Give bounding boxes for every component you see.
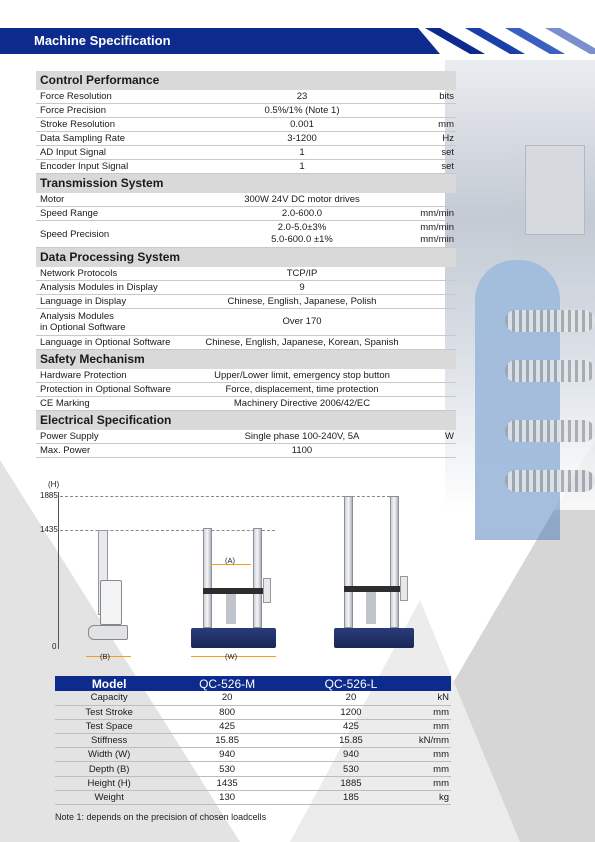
- table-cell: Depth (B): [55, 762, 163, 776]
- spec-row: [36, 146, 456, 160]
- spec-label: [40, 282, 195, 293]
- table-cell: Test Space: [55, 719, 163, 733]
- spec-label-text: Hardware Protection: [40, 370, 127, 381]
- spec-row: [36, 295, 456, 309]
- spec-value-text: Machinery Directive 2006/42/EC: [233, 397, 371, 409]
- spec-value: [195, 194, 409, 206]
- spec-value: [195, 296, 409, 308]
- spec-value: [195, 91, 409, 103]
- spec-value: [195, 384, 409, 396]
- table-row: [55, 790, 451, 804]
- footnote: Note 1: depends on the precision of chosen loadcells: [55, 812, 267, 822]
- table-cell: 1885: [291, 776, 411, 790]
- spec-value-text: Chinese, English, Japanese, Korean, Spanish: [205, 336, 399, 348]
- spec-label: [40, 431, 195, 442]
- height-axis: [58, 492, 59, 649]
- table-cell: 530: [291, 762, 411, 776]
- spec-label: [40, 311, 195, 333]
- spec-label-text: Power Supply: [40, 431, 99, 442]
- table-cell: 530: [163, 762, 291, 776]
- spec-label-text: Language in Optional Software: [40, 337, 171, 348]
- spec-row: [36, 369, 456, 383]
- table-cell: 20: [291, 691, 411, 705]
- spec-label-text: Language in Display: [40, 296, 127, 307]
- table-cell: 940: [163, 748, 291, 762]
- spec-value-text: 0.001: [290, 118, 314, 130]
- model-table-header-cell: QC-526-M: [163, 676, 291, 691]
- table-cell: kN/mm: [411, 734, 451, 748]
- spec-unit: [409, 147, 454, 159]
- spec-label: [40, 133, 195, 144]
- dimension-diagram: [36, 478, 456, 668]
- table-row: [55, 705, 451, 719]
- spec-label-text: Data Sampling Rate: [40, 133, 126, 144]
- spec-label-text: Encoder Input Signal: [40, 161, 129, 172]
- table-cell: 425: [163, 719, 291, 733]
- spec-value-text: 23: [296, 90, 308, 102]
- model-table-header-cell: [411, 676, 451, 691]
- table-cell: kN: [411, 691, 451, 705]
- spec-section: [36, 174, 456, 248]
- table-cell: Capacity: [55, 691, 163, 705]
- spec-row: [36, 90, 456, 104]
- spec-section: [36, 350, 456, 411]
- section-title: Safety Mechanism: [36, 350, 456, 369]
- height-zero-label: 0: [52, 642, 57, 651]
- spec-label: [40, 370, 195, 381]
- spec-value: [195, 147, 409, 159]
- spec-value-text: 1: [299, 146, 305, 158]
- table-row: [55, 748, 451, 762]
- spec-value-text: 2.0-600.0: [281, 207, 323, 219]
- spec-unit: [409, 161, 454, 173]
- spec-value: [195, 105, 409, 117]
- spec-row: [36, 221, 456, 248]
- section-title: Electrical Specification: [36, 411, 456, 430]
- height-1435-label: 1435: [40, 525, 58, 534]
- table-cell: 800: [163, 705, 291, 719]
- spec-row: [36, 309, 456, 336]
- spec-value: [195, 282, 409, 294]
- spec-label: [40, 398, 195, 409]
- table-cell: Height (H): [55, 776, 163, 790]
- spec-value-text: 1100: [291, 444, 313, 456]
- spec-row: [36, 444, 456, 458]
- spec-unit-text: mm: [438, 118, 454, 130]
- spec-label: [40, 119, 195, 130]
- spec-unit-text: Hz: [442, 132, 454, 144]
- spec-label: [40, 268, 195, 279]
- table-cell: Weight: [55, 790, 163, 804]
- spec-value: [195, 316, 409, 328]
- spec-label: [40, 445, 195, 456]
- spec-label-text: Speed Precision: [40, 228, 110, 240]
- side-view-machine: [88, 530, 128, 640]
- spec-unit-text: set: [441, 146, 454, 158]
- table-cell: Stiffness: [55, 734, 163, 748]
- spec-row: [36, 430, 456, 444]
- spec-unit-text: W: [445, 430, 454, 442]
- spec-value: [195, 133, 409, 145]
- table-cell: 1200: [291, 705, 411, 719]
- spec-value-text: TCP/IP: [286, 267, 318, 279]
- spec-value-text: Upper/Lower limit, emergency stop button: [214, 369, 390, 381]
- spec-unit: [409, 119, 454, 131]
- table-cell: 20: [163, 691, 291, 705]
- depth-label: (B): [100, 652, 110, 661]
- machine-l: [334, 496, 414, 648]
- spec-label-text: CE Marking: [40, 398, 90, 409]
- table-cell: 1435: [163, 776, 291, 790]
- spec-value-text: Force, displacement, time protection: [225, 383, 379, 395]
- section-title: Control Performance: [36, 71, 456, 90]
- page-title: Machine Specification: [34, 33, 171, 48]
- spec-row: [36, 104, 456, 118]
- table-cell: 940: [291, 748, 411, 762]
- spec-label-text: Force Resolution: [40, 91, 112, 102]
- spec-label-text: Stroke Resolution: [40, 119, 115, 130]
- spec-row: [36, 193, 456, 207]
- spec-unit: [409, 431, 454, 443]
- spec-label: [40, 161, 195, 172]
- spec-unit-text: set: [441, 160, 454, 172]
- machine-m: [191, 528, 276, 648]
- spec-unit-text: mm/min: [420, 222, 454, 233]
- spec-value: [195, 119, 409, 131]
- spec-row: [36, 281, 456, 295]
- spec-unit: [409, 208, 454, 220]
- spec-value: [195, 398, 409, 410]
- height-1885-label: 1885: [40, 491, 58, 500]
- spec-value-text: 5.0-600.0 ±1%: [271, 234, 333, 245]
- spec-label: [40, 384, 195, 395]
- table-cell: 425: [291, 719, 411, 733]
- spec-value: [195, 431, 409, 443]
- spec-row: [36, 383, 456, 397]
- spec-label-text: Speed Range: [40, 208, 99, 219]
- spec-label-text: AD Input Signal: [40, 147, 107, 158]
- spec-unit: [409, 133, 454, 145]
- spec-value: [195, 268, 409, 280]
- spec-unit: [409, 91, 454, 103]
- table-cell: 130: [163, 790, 291, 804]
- spec-label-text: Analysis Modules: [40, 311, 114, 322]
- spec-value-text: 9: [299, 281, 305, 293]
- table-row: [55, 762, 451, 776]
- spec-label: [40, 337, 195, 348]
- width-label: (W): [225, 652, 238, 661]
- spec-value: [195, 370, 409, 382]
- spec-unit: [409, 222, 454, 246]
- table-row: [55, 776, 451, 790]
- spec-value-text: 2.0-5.0±3%: [277, 222, 327, 233]
- model-table-header-cell: Model: [55, 676, 163, 691]
- spec-value-text: 1: [299, 160, 305, 172]
- spec-section: [36, 411, 456, 458]
- table-cell: mm: [411, 762, 451, 776]
- table-row: [55, 691, 451, 705]
- spec-section: [36, 71, 456, 174]
- machine-photo-background: [445, 60, 595, 510]
- spec-value-text: Chinese, English, Japanese, Polish: [227, 295, 377, 307]
- table-cell: mm: [411, 719, 451, 733]
- section-title: Transmission System: [36, 174, 456, 193]
- spec-unit-text: mm/min: [420, 234, 454, 245]
- spec-table: [36, 71, 456, 458]
- space-label: (A): [225, 556, 235, 565]
- spec-label-text: Analysis Modules in Display: [40, 282, 158, 293]
- table-row: [55, 719, 451, 733]
- spec-unit-text: mm/min: [420, 207, 454, 219]
- spec-label: [40, 194, 195, 205]
- height-axis-label: (H): [48, 480, 60, 489]
- section-title: Data Processing System: [36, 248, 456, 267]
- model-comparison-table: [55, 676, 451, 805]
- spec-row: [36, 207, 456, 221]
- spec-row: [36, 336, 456, 350]
- table-row: [55, 734, 451, 748]
- spec-unit-text: bits: [439, 90, 454, 102]
- spec-label: [40, 105, 195, 116]
- spec-value: [195, 208, 409, 220]
- spec-label: [40, 147, 195, 158]
- spec-value: [195, 337, 409, 349]
- table-cell: mm: [411, 705, 451, 719]
- spec-value-text: 0.5%/1% (Note 1): [264, 104, 340, 116]
- spec-row: [36, 132, 456, 146]
- spec-row: [36, 267, 456, 281]
- spec-label-text: Force Precision: [40, 105, 106, 116]
- table-cell: Test Stroke: [55, 705, 163, 719]
- spec-row: [36, 397, 456, 411]
- table-cell: Width (W): [55, 748, 163, 762]
- spec-label: [40, 296, 195, 307]
- table-cell: kg: [411, 790, 451, 804]
- table-cell: mm: [411, 748, 451, 762]
- spec-label-text: Network Protocols: [40, 268, 118, 279]
- spec-label-text: Max. Power: [40, 445, 91, 456]
- table-cell: 185: [291, 790, 411, 804]
- spec-label: [40, 91, 195, 102]
- spec-row: [36, 118, 456, 132]
- spec-value-text: Single phase 100-240V, 5A: [244, 430, 360, 442]
- table-cell: 15.85: [291, 734, 411, 748]
- spec-label: [40, 208, 195, 219]
- spec-value: [195, 222, 409, 246]
- spec-row: [36, 160, 456, 174]
- spec-label-text: in Optional Software: [40, 322, 126, 333]
- spec-label-text: Motor: [40, 194, 65, 205]
- spec-value-text: 3-1200: [287, 132, 317, 144]
- spec-value: [195, 161, 409, 173]
- spec-value: [195, 445, 409, 457]
- spec-value-text: Over 170: [282, 316, 322, 327]
- spec-label-text: Protection in Optional Software: [40, 384, 171, 395]
- spec-label: [40, 229, 195, 240]
- table-cell: mm: [411, 776, 451, 790]
- table-cell: 15.85: [163, 734, 291, 748]
- model-table-header: [55, 676, 451, 691]
- model-table-header-cell: QC-526-L: [291, 676, 411, 691]
- spec-section: [36, 248, 456, 350]
- spec-value-text: 300W 24V DC motor drives: [244, 193, 360, 205]
